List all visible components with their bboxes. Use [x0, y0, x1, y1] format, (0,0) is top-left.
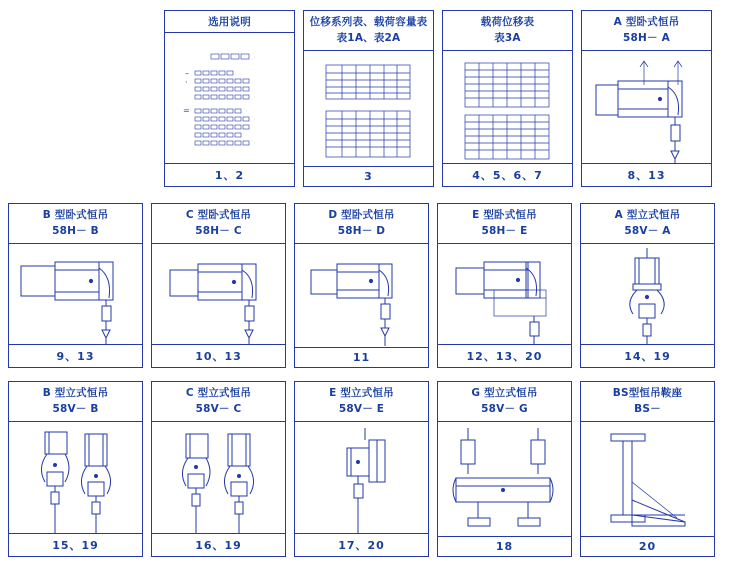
- card-header: [152, 382, 285, 422]
- card-figure-saddle-beam: [581, 422, 714, 536]
- card-header-line1: D 型卧式恒吊: [328, 209, 395, 221]
- card-header: [304, 11, 433, 51]
- card-type-d-horizontal[interactable]: [294, 203, 429, 368]
- card-footer: 16、19: [152, 533, 285, 556]
- svg-text:=: =: [183, 106, 190, 116]
- card-displacement-series-table[interactable]: [303, 10, 434, 187]
- card-header: [295, 382, 428, 422]
- card-header-line2: 58H－ A: [623, 32, 670, 45]
- card-footer: 17、20: [295, 533, 428, 556]
- card-figure-horizontal-hanger-e: [438, 244, 571, 344]
- card-figure-horizontal-hanger-c: [152, 244, 285, 344]
- card-footer: 9、13: [9, 344, 142, 367]
- card-type-e-horizontal[interactable]: [437, 203, 572, 368]
- card-type-c-horizontal[interactable]: [151, 203, 286, 368]
- card-footer: 1、2: [165, 163, 294, 186]
- card-footer: 8、13: [582, 163, 711, 186]
- card-header: [581, 204, 714, 244]
- card-figure-horizontal-hanger-a: [582, 51, 711, 163]
- row-1: [164, 10, 712, 187]
- svg-text:–: –: [185, 69, 189, 79]
- card-load-displacement-table[interactable]: [442, 10, 573, 187]
- card-footer: 15、19: [9, 533, 142, 556]
- card-figure-vertical-hanger-c: [152, 422, 285, 533]
- card-header: [152, 204, 285, 244]
- card-figure-displacement-tables: [304, 51, 433, 166]
- card-header-line2: 58H－ E: [481, 225, 528, 238]
- card-type-b-vertical[interactable]: [8, 381, 143, 557]
- card-footer: 12、13、20: [438, 344, 571, 367]
- card-footer: 4、5、6、7: [443, 163, 572, 186]
- card-header-line2: 58H－ D: [337, 225, 386, 238]
- card-header-line2: 58V－ G: [481, 403, 528, 416]
- card-header: [9, 382, 142, 422]
- card-header: [165, 11, 294, 33]
- card-header: [438, 382, 571, 422]
- row-3: [8, 381, 715, 557]
- card-figure-vertical-hanger-a: [581, 244, 714, 344]
- card-footer: 18: [438, 536, 571, 556]
- card-figure-horizontal-hanger-d: [295, 244, 428, 347]
- card-header-line2: 58V－ C: [195, 403, 242, 416]
- card-header: [581, 382, 714, 422]
- card-header-line1: 位移系列表、载荷容量表: [309, 16, 428, 28]
- card-header-line2: 58H－ B: [52, 225, 99, 238]
- svg-text:·: ·: [185, 78, 188, 88]
- card-header-line1: E 型立式恒吊: [329, 387, 394, 399]
- card-footer: 20: [581, 536, 714, 556]
- card-header: [9, 204, 142, 244]
- card-header-line1: E 型卧式恒吊: [472, 209, 537, 221]
- card-figure-vertical-hanger-b: [9, 422, 142, 533]
- card-footer: 11: [295, 347, 428, 367]
- card-selection-notes[interactable]: [164, 10, 295, 187]
- card-figure-load-tables: [443, 51, 572, 163]
- card-header-line1: A 型立式恒吊: [614, 209, 681, 221]
- card-header-line2: 表1A、表2A: [336, 32, 401, 45]
- card-footer: 3: [304, 166, 433, 186]
- card-header-line2: 58V－ B: [52, 403, 99, 416]
- card-type-a-vertical[interactable]: [580, 203, 715, 368]
- card-header-line1: C 型立式恒吊: [185, 387, 252, 399]
- card-type-b-horizontal[interactable]: [8, 203, 143, 368]
- card-header: [438, 204, 571, 244]
- card-header-line2: 表3A: [494, 32, 521, 45]
- card-type-c-vertical[interactable]: [151, 381, 286, 557]
- card-type-e-vertical[interactable]: [294, 381, 429, 557]
- card-header: [582, 11, 711, 51]
- card-header-line1: B 型立式恒吊: [42, 387, 109, 399]
- card-header-line1: BS型恒吊鞍座: [612, 387, 683, 399]
- card-header-line1: 载荷位移表: [480, 16, 535, 28]
- card-header-line1: G 型立式恒吊: [471, 387, 538, 399]
- card-type-g-vertical[interactable]: [437, 381, 572, 557]
- card-header-line1: B 型卧式恒吊: [42, 209, 109, 221]
- card-figure-vertical-hanger-e: [295, 422, 428, 533]
- card-header-line2: 58H－ C: [195, 225, 242, 238]
- card-header: [443, 11, 572, 51]
- card-header: [295, 204, 428, 244]
- card-type-a-horizontal[interactable]: [581, 10, 712, 187]
- card-header-line1: 选用说明: [208, 16, 251, 28]
- card-footer: 10、13: [152, 344, 285, 367]
- card-header-line2: BS－: [634, 403, 661, 416]
- card-type-bs-saddle[interactable]: [580, 381, 715, 557]
- card-figure-horizontal-hanger-b: [9, 244, 142, 344]
- card-header-line2: 58V－ A: [624, 225, 671, 238]
- row-2: [8, 203, 715, 368]
- card-header-line1: C 型卧式恒吊: [185, 209, 252, 221]
- card-header-line1: A 型卧式恒吊: [613, 16, 680, 28]
- card-header-line2: 58V－ E: [338, 403, 385, 416]
- card-figure-selection-notes: [165, 33, 294, 163]
- card-figure-vertical-hanger-g: [438, 422, 571, 536]
- card-footer: 14、19: [581, 344, 714, 367]
